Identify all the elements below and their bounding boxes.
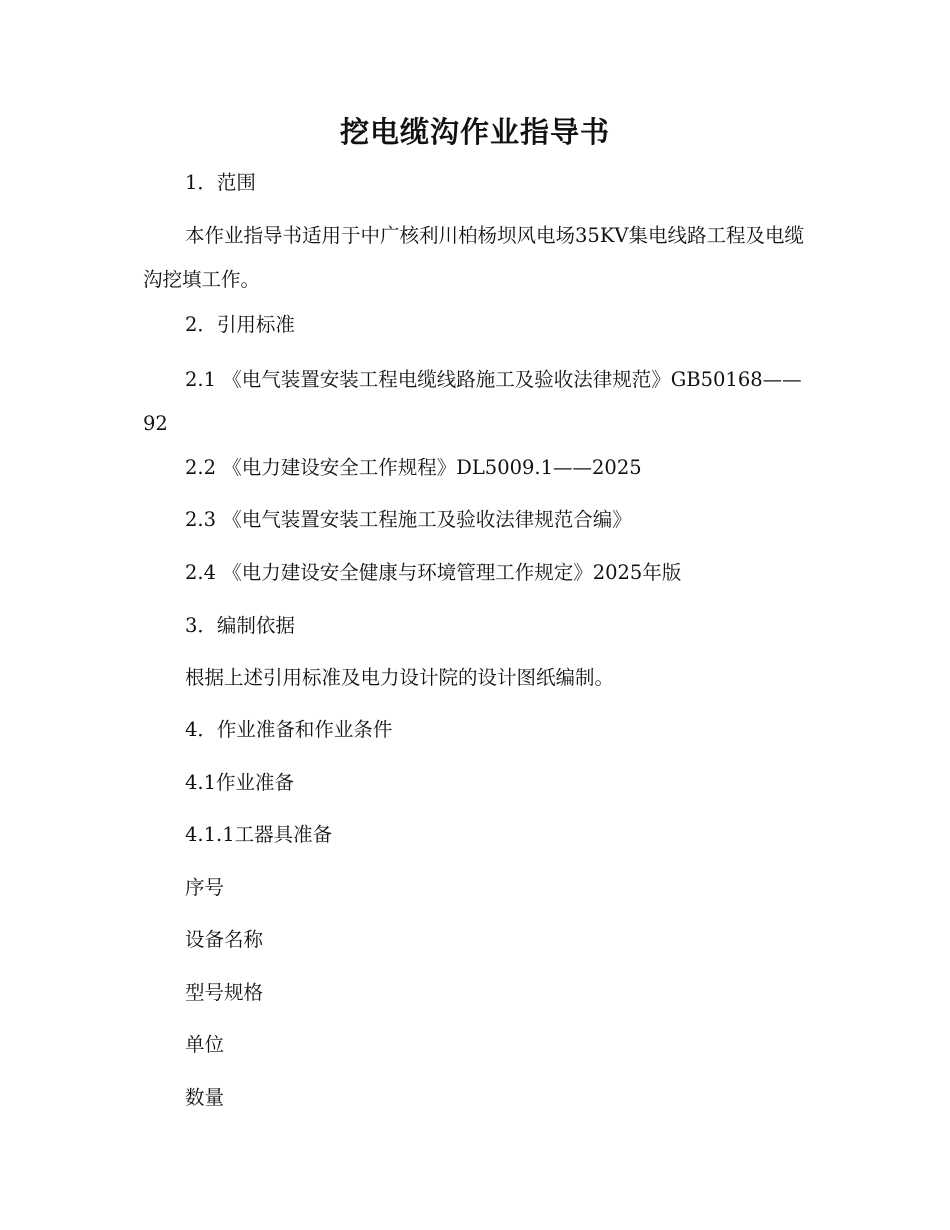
section-4-heading: 4．作业准备和作业条件 — [185, 718, 393, 741]
table-header-equipment-name: 设备名称 — [185, 928, 264, 951]
section-3-paragraph: 根据上述引用标准及电力设计院的设计图纸编制。 — [185, 666, 615, 689]
section-2-heading: 2．引用标准 — [185, 313, 295, 336]
standard-2-4: 2.4 《电力建设安全健康与环境管理工作规定》2025年版 — [185, 561, 682, 584]
section-1-heading: 1．范围 — [185, 171, 256, 194]
subsection-4-1-1: 4.1.1工器具准备 — [185, 823, 333, 846]
standard-2-2: 2.2 《电力建设安全工作规程》DL5009.1——2025 — [185, 456, 642, 479]
table-header-quantity: 数量 — [185, 1086, 225, 1109]
section-3-heading: 3．编制依据 — [185, 614, 295, 637]
section-1-paragraph: 本作业指导书适用于中广核利川柏杨坝风电场35KV集电线路工程及电缆沟挖填工作。 — [143, 224, 804, 291]
standard-2-3: 2.3 《电气装置安装工程施工及验收法律规范合编》 — [185, 508, 632, 531]
subsection-4-1: 4.1作业准备 — [185, 771, 295, 794]
table-header-model-spec: 型号规格 — [185, 981, 264, 1004]
table-header-unit: 单位 — [185, 1033, 225, 1056]
standard-2-1: 2.1 《电气装置安装工程电缆线路施工及验收法律规范》GB50168——92 — [143, 368, 802, 435]
table-header-index: 序号 — [185, 876, 225, 899]
document-title: 挖电缆沟作业指导书 — [339, 115, 610, 149]
